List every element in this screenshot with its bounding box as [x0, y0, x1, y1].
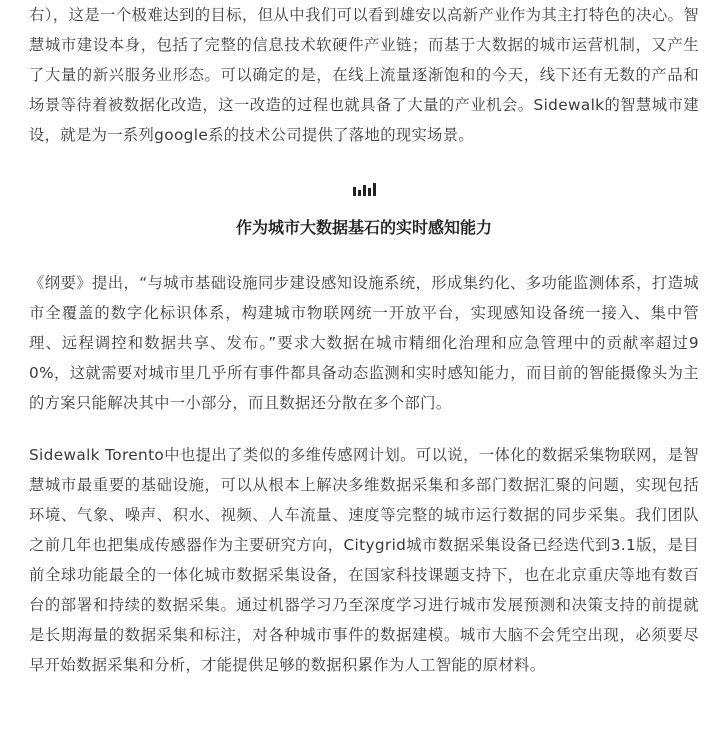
section-heading: 作为城市大数据基石的实时感知能力: [235, 218, 492, 237]
paragraph-3: Sidewalk Torento中也提出了类似的多维传感网计划。可以说，一体化的数据采集物联网，是智慧城市最重要的基础设施，可以从根本上解决多维数据采集和多部门数据汇聚的问题，实现包括环境、气象、噪声、积水、视频、人车流量、速度等完整的城市运行数据的同步采集。我们团队之前几年也把集成传感器作为主要研究方向，Citygrid城市数据采集设备已经迭代到3.1版，是目前全球功能最全的一体化城市数据采集设备，在国家科技课题支持下，也在北京重庆等地有数百台的部署和持续的数据采集。通过机器学习乃至深度学习进行城市发展预测和决策支持的前提就是长期海量的数据采集和标注，对各种城市事件的数据建模。城市大脑不会凭空出现，必须要尽早开始数据采集和分析，才能提供足够的数据积累作为人工智能的原材料。: [29, 446, 699, 674]
paragraph-1: 右），这是一个极难达到的目标，但从中我们可以看到雄安以高新产业作为其主打特色的决心。智慧城市建设本身，包括了完整的信息技术软硬件产业链；而基于大数据的城市运营机制，又产生了大量的新兴服务业形态。可以确定的是，在线上流量逐渐饱和的今天，线下还有无数的产品和场景等待着被数据化改造，这一改造的过程也就具备了大量的产业机会。Sidewalk的智慧城市建设，就是为一系列google系的技术公司提供了落地的现实场景。: [29, 6, 699, 144]
bar-chart-divider-icon: [29, 182, 699, 196]
paragraph-2: 《纲要》提出，“与城市基础设施同步建设感知设施系统，形成集约化、多功能监测体系，打造城市全覆盖的数字化标识体系，构建城市物联网统一开放平台，实现感知设备统一接入、集中管理、远程调控和数据共享、发布。”要求大数据在城市精细化治理和应急管理中的贡献率超过90%，这就需要对城市里几乎所有事件都具备动态监测和实时感知能力，而目前的智能摄像头为主的方案只能解决其中一小部分，而且数据还分散在多个部门。: [29, 274, 699, 412]
